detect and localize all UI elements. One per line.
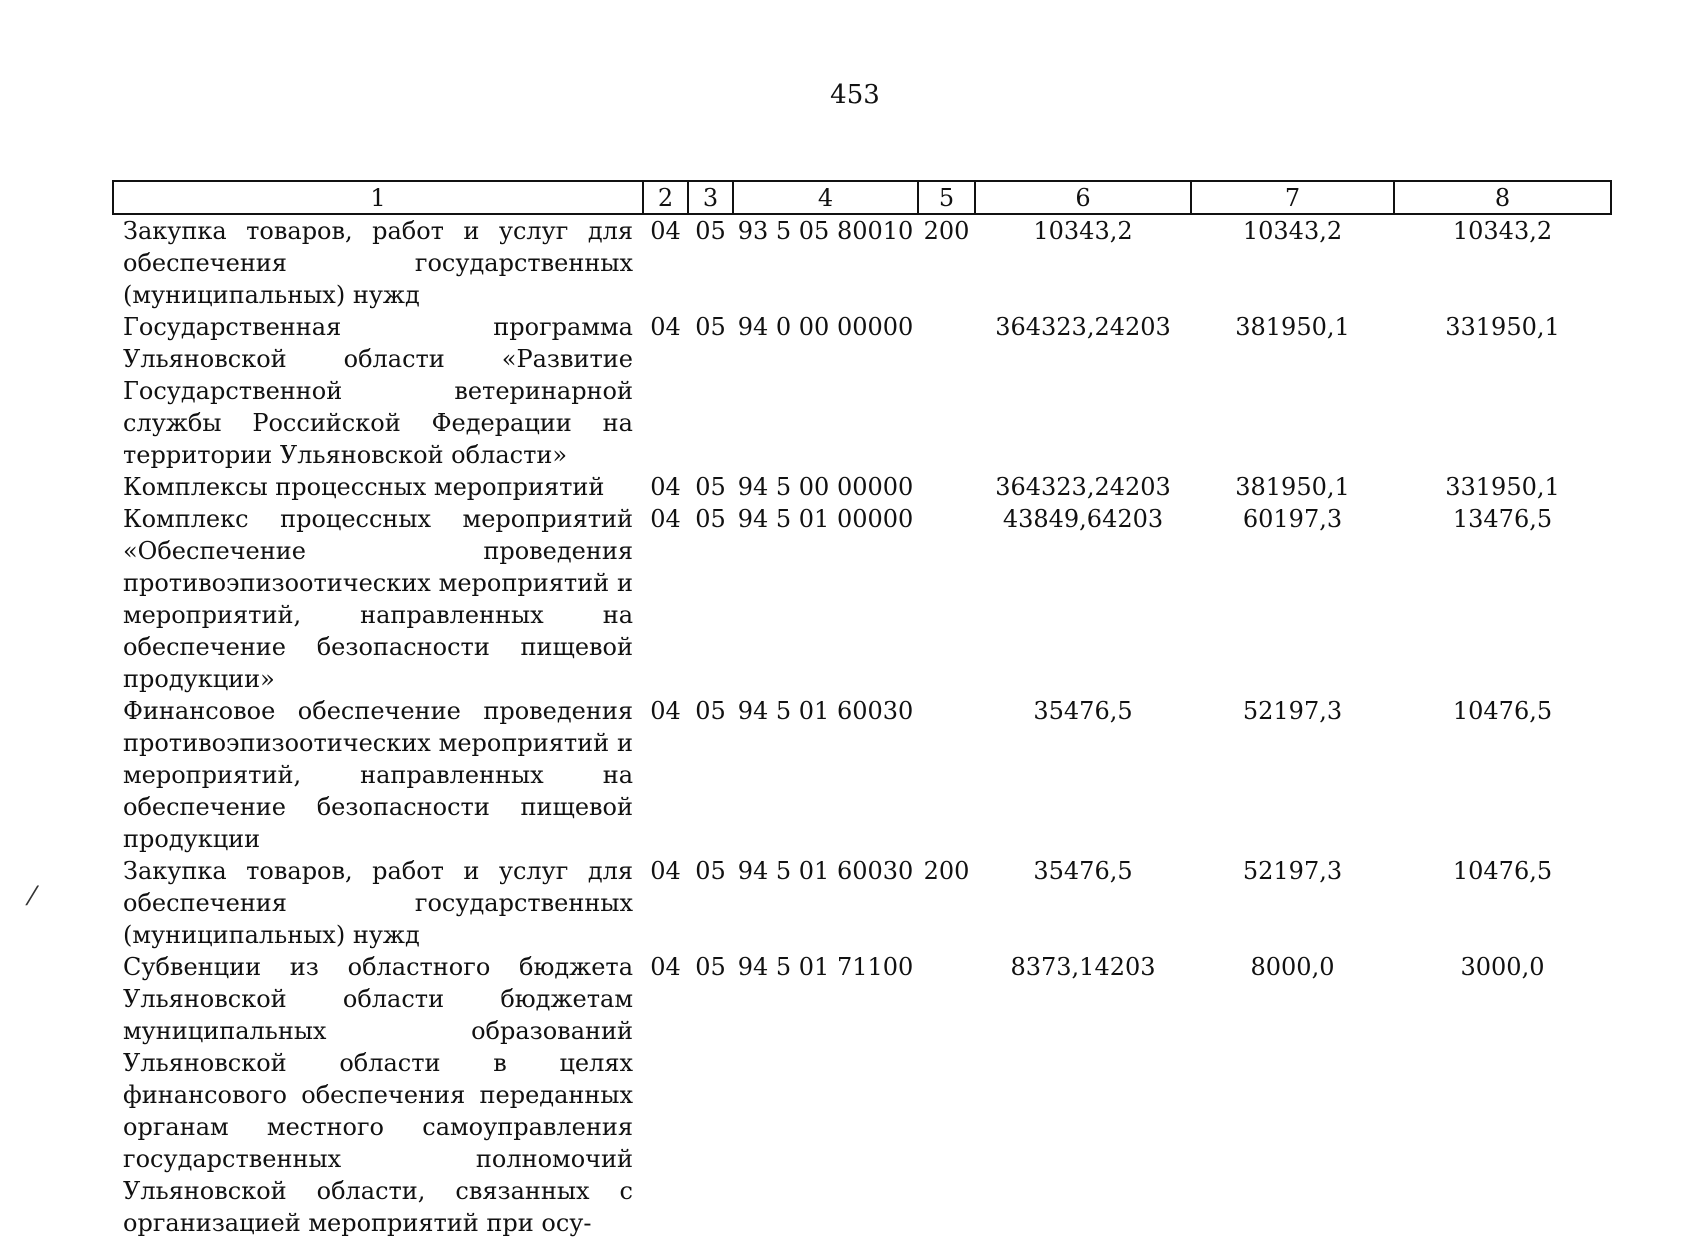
row-value-6: 364323,24203 (995, 313, 1171, 341)
row-value-6: 35476,5 (1033, 697, 1133, 725)
row-section: 04 (650, 473, 681, 501)
row-name: Государственная программа Ульяновской области «Развитие Государственной ветеринарной службы Российской Федерации на территории Ульяновской области» (123, 313, 633, 469)
row-section: 04 (650, 857, 681, 885)
header-row (113, 181, 1611, 214)
row-value-7: 52197,3 (1242, 697, 1343, 725)
row-value-6: 35476,5 (1033, 857, 1133, 885)
row-value-8: 3000,0 (1460, 953, 1545, 981)
header-col-8: 8 (1394, 181, 1611, 214)
table-row (113, 503, 1611, 695)
row-target-code: 94 5 01 00000 (737, 505, 914, 533)
table-row (113, 855, 1611, 951)
row-expense-type (918, 311, 975, 471)
row-value-7: 381950,1 (1235, 473, 1350, 501)
row-value-6: 8373,14203 (1010, 953, 1156, 981)
row-name: Комплексы процессных мероприятий (123, 473, 605, 501)
row-name: Субвенции из областного бюджета Ульяновской области бюджетам муниципальных образований Ульяновской области в целях финансового обеспечения переданных органам местного самоуправления государственных полномочий Ульяновской области, связанных с организацией мероприятий при осу- (123, 953, 633, 1237)
table-row (113, 214, 1611, 311)
row-name: Закупка товаров, работ и услуг для обеспечения государственных (муниципальных) нужд (123, 857, 633, 949)
row-value-8: 10476,5 (1452, 697, 1553, 725)
row-value-8: 10476,5 (1452, 857, 1553, 885)
row-value-7: 381950,1 (1235, 313, 1350, 341)
page-number: 453 (830, 80, 880, 110)
row-section: 04 (650, 313, 681, 341)
row-value-6: 43849,64203 (1002, 505, 1164, 533)
row-target-code: 94 0 00 00000 (737, 313, 914, 341)
row-expense-type: 200 (923, 857, 970, 885)
row-subsection: 05 (695, 505, 726, 533)
row-subsection: 05 (695, 857, 726, 885)
row-target-code: 93 5 05 80010 (737, 217, 914, 245)
header-col-2: 2 (643, 181, 688, 214)
margin-scribble: ⁄ (30, 882, 35, 912)
header-col-4: 4 (733, 181, 918, 214)
row-expense-type: 200 (923, 217, 970, 245)
header-col-5: 5 (918, 181, 975, 214)
row-expense-type (918, 951, 975, 1239)
row-value-8: 13476,5 (1452, 505, 1553, 533)
row-subsection: 05 (695, 697, 726, 725)
row-subsection: 05 (695, 953, 726, 981)
header-col-6: 6 (975, 181, 1191, 214)
row-subsection: 05 (695, 313, 726, 341)
row-expense-type (918, 503, 975, 695)
budget-table (112, 180, 1612, 1239)
table-row (113, 311, 1611, 471)
row-target-code: 94 5 00 00000 (737, 473, 914, 501)
row-subsection: 05 (695, 473, 726, 501)
row-section: 04 (650, 505, 681, 533)
table-row (113, 695, 1611, 855)
row-name: Закупка товаров, работ и услуг для обеспечения государственных (муниципальных) нужд (123, 217, 633, 309)
row-expense-type (918, 695, 975, 855)
row-section: 04 (650, 953, 681, 981)
row-target-code: 94 5 01 60030 (737, 697, 914, 725)
table-row (113, 471, 1611, 503)
row-value-7: 52197,3 (1242, 857, 1343, 885)
row-value-6: 364323,24203 (995, 473, 1171, 501)
row-value-8: 331950,1 (1445, 473, 1560, 501)
row-name: Комплекс процессных мероприятий «Обеспечение проведения противоэпизоотических мероприятий и мероприятий, направленных на обеспечение безопасности пищевой продукции» (123, 505, 633, 693)
row-value-7: 8000,0 (1250, 953, 1335, 981)
row-subsection: 05 (695, 217, 726, 245)
row-name: Финансовое обеспечение проведения противоэпизоотических мероприятий и мероприятий, направленных на обеспечение безопасности пищевой продукции (123, 697, 633, 853)
row-value-7: 10343,2 (1242, 217, 1343, 245)
row-section: 04 (650, 697, 681, 725)
row-section: 04 (650, 217, 681, 245)
row-value-7: 60197,3 (1242, 505, 1343, 533)
table-row (113, 951, 1611, 1239)
row-value-8: 10343,2 (1452, 217, 1553, 245)
header-col-3: 3 (688, 181, 733, 214)
row-target-code: 94 5 01 71100 (737, 953, 914, 981)
row-target-code: 94 5 01 60030 (737, 857, 914, 885)
row-value-8: 331950,1 (1445, 313, 1560, 341)
row-value-6: 10343,2 (1033, 217, 1133, 245)
header-col-7: 7 (1191, 181, 1394, 214)
header-col-1: 1 (113, 181, 643, 214)
row-expense-type (918, 471, 975, 503)
